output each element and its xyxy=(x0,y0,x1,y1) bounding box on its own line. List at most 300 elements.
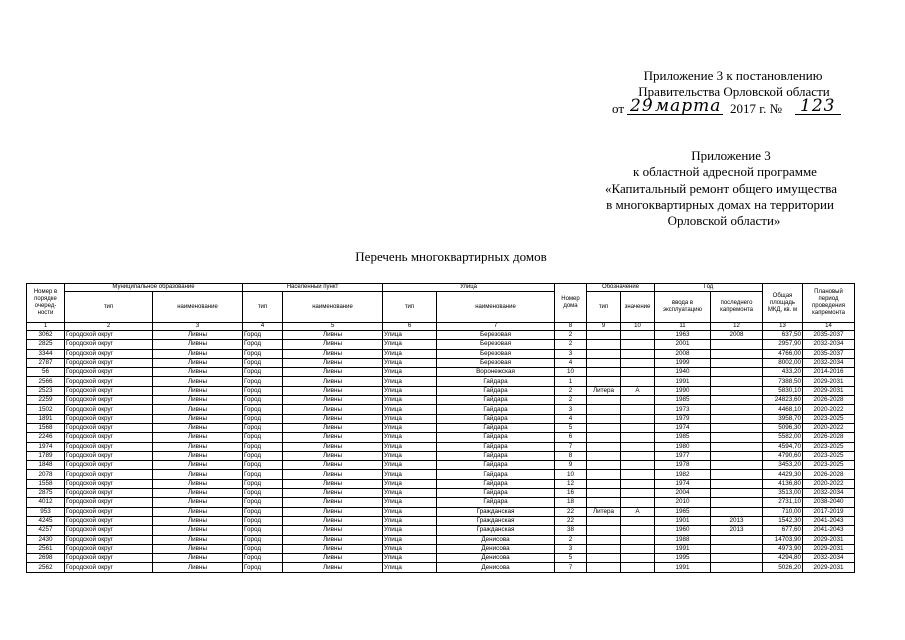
cell-designation-value xyxy=(621,368,655,377)
cell-designation-value xyxy=(621,554,655,563)
header-area: Общая площадь МКД, кв. м xyxy=(763,284,803,323)
cell-municipal-name: Ливны xyxy=(153,340,243,349)
cell-designation-value xyxy=(621,479,655,488)
cell-period: 2029-2031 xyxy=(803,535,855,544)
cell-designation-type xyxy=(587,516,621,525)
cell-house-no: 5 xyxy=(555,554,587,563)
program-line-4: в многоквартирных домах на территории xyxy=(606,197,834,212)
cell-settlement-type: Город xyxy=(243,405,283,414)
cell-area: 4790,60 xyxy=(763,451,803,460)
cell-year-last-repair xyxy=(711,507,763,516)
cell-designation-value xyxy=(621,423,655,432)
table-row xyxy=(27,507,855,516)
cell-year-last-repair xyxy=(711,470,763,479)
cell-settlement-name: Ливны xyxy=(283,554,383,563)
table-row xyxy=(27,368,855,377)
cell-year-last-repair xyxy=(711,405,763,414)
cell-street-name: Гайдара xyxy=(437,396,555,405)
cell-designation-type xyxy=(587,377,621,386)
cell-settlement-name: Ливны xyxy=(283,414,383,423)
cell-street-name: Гайдара xyxy=(437,489,555,498)
cell-year-commissioned: 1978 xyxy=(655,461,711,470)
cell-period: 2029-2031 xyxy=(803,563,855,572)
column-number: 11 xyxy=(655,323,711,331)
date-month-handwritten: марта xyxy=(655,96,722,116)
cell-settlement-type: Город xyxy=(243,451,283,460)
cell-settlement-name: Ливны xyxy=(283,479,383,488)
cell-settlement-type: Город xyxy=(243,461,283,470)
header-designation-type: тип xyxy=(587,292,621,323)
cell-year-last-repair xyxy=(711,433,763,442)
cell-street-type: Улица xyxy=(383,535,437,544)
cell-street-name: Гайдара xyxy=(437,423,555,432)
cell-house-no: 8 xyxy=(555,451,587,460)
cell-street-name: Березовая xyxy=(437,340,555,349)
header-street-type: тип xyxy=(383,292,437,323)
table-row xyxy=(27,405,855,414)
header-settlement-type: тип xyxy=(243,292,283,323)
cell-designation-value xyxy=(621,377,655,386)
cell-designation-type xyxy=(587,405,621,414)
table-row xyxy=(27,498,855,507)
cell-year-commissioned: 1985 xyxy=(655,396,711,405)
cell-municipal-name: Ливны xyxy=(153,414,243,423)
cell-settlement-type: Город xyxy=(243,507,283,516)
cell-settlement-name: Ливны xyxy=(283,423,383,432)
cell-street-name: Воронежская xyxy=(437,368,555,377)
cell-street-name: Гайдара xyxy=(437,451,555,460)
cell-designation-value: А xyxy=(621,507,655,516)
cell-house-no: 38 xyxy=(555,526,587,535)
cell-period: 2017-2019 xyxy=(803,507,855,516)
cell-period: 2035-2037 xyxy=(803,349,855,358)
table-row xyxy=(27,442,855,451)
cell-settlement-name: Ливны xyxy=(283,507,383,516)
cell-year-last-repair xyxy=(711,498,763,507)
cell-year-commissioned: 1973 xyxy=(655,405,711,414)
cell-municipal-name: Ливны xyxy=(153,405,243,414)
cell-designation-type xyxy=(587,479,621,488)
cell-street-name: Гражданская xyxy=(437,507,555,516)
cell-street-name: Гайдара xyxy=(437,377,555,386)
cell-street-type: Улица xyxy=(383,358,437,367)
cell-municipal-type: Городской округ xyxy=(65,386,153,395)
cell-house-no: 5 xyxy=(555,423,587,432)
table-row xyxy=(27,414,855,423)
table-row xyxy=(27,377,855,386)
cell-settlement-type: Город xyxy=(243,414,283,423)
cell-designation-type xyxy=(587,423,621,432)
cell-designation-value xyxy=(621,526,655,535)
cell-street-type: Улица xyxy=(383,442,437,451)
cell-area: 5582,00 xyxy=(763,433,803,442)
cell-year-last-repair xyxy=(711,479,763,488)
cell-queue-no: 1974 xyxy=(27,442,65,451)
cell-street-type: Улица xyxy=(383,433,437,442)
cell-municipal-type: Городской округ xyxy=(65,470,153,479)
header-designation: Обозначение xyxy=(587,284,655,292)
cell-municipal-name: Ливны xyxy=(153,433,243,442)
cell-house-no: 2 xyxy=(555,396,587,405)
table-row xyxy=(27,386,855,395)
cell-designation-value xyxy=(621,516,655,525)
date-number-handwritten: 123 xyxy=(800,96,836,116)
cell-street-name: Денисова xyxy=(437,544,555,553)
cell-street-type: Улица xyxy=(383,331,437,340)
cell-period: 2020-2022 xyxy=(803,479,855,488)
cell-area: 3513,00 xyxy=(763,489,803,498)
cell-street-type: Улица xyxy=(383,451,437,460)
cell-year-last-repair xyxy=(711,451,763,460)
cell-year-last-repair xyxy=(711,368,763,377)
cell-settlement-type: Город xyxy=(243,368,283,377)
cell-settlement-name: Ливны xyxy=(283,340,383,349)
column-number: 2 xyxy=(65,323,153,331)
cell-year-last-repair xyxy=(711,554,763,563)
cell-house-no: 12 xyxy=(555,479,587,488)
cell-house-no: 1 xyxy=(555,377,587,386)
cell-year-commissioned: 1980 xyxy=(655,442,711,451)
cell-municipal-type: Городской округ xyxy=(65,451,153,460)
cell-designation-type xyxy=(587,396,621,405)
cell-street-name: Гайдара xyxy=(437,405,555,414)
column-number: 7 xyxy=(437,323,555,331)
cell-street-name: Гражданская xyxy=(437,526,555,535)
cell-designation-type xyxy=(587,470,621,479)
cell-period: 2026-2028 xyxy=(803,433,855,442)
cell-street-name: Гайдара xyxy=(437,461,555,470)
cell-queue-no: 1848 xyxy=(27,461,65,470)
cell-settlement-type: Город xyxy=(243,396,283,405)
cell-area: 710,00 xyxy=(763,507,803,516)
cell-area: 4136,80 xyxy=(763,479,803,488)
cell-house-no: 22 xyxy=(555,507,587,516)
cell-house-no: 2 xyxy=(555,386,587,395)
column-number: 12 xyxy=(711,323,763,331)
header-year: Год xyxy=(655,284,763,292)
cell-municipal-type: Городской округ xyxy=(65,414,153,423)
cell-municipal-type: Городской округ xyxy=(65,498,153,507)
cell-year-commissioned: 1985 xyxy=(655,433,711,442)
cell-designation-type xyxy=(587,331,621,340)
header-year-last-repair: последнего капремонта xyxy=(711,292,763,323)
cell-municipal-name: Ливны xyxy=(153,331,243,340)
cell-settlement-name: Ливны xyxy=(283,358,383,367)
cell-municipal-type: Городской округ xyxy=(65,396,153,405)
cell-street-type: Улица xyxy=(383,544,437,553)
cell-street-name: Березовая xyxy=(437,349,555,358)
cell-year-commissioned: 1963 xyxy=(655,331,711,340)
cell-house-no: 3 xyxy=(555,544,587,553)
cell-designation-value xyxy=(621,498,655,507)
cell-designation-type xyxy=(587,526,621,535)
cell-municipal-type: Городской округ xyxy=(65,461,153,470)
cell-designation-value xyxy=(621,349,655,358)
cell-settlement-type: Город xyxy=(243,386,283,395)
cell-settlement-name: Ливны xyxy=(283,516,383,525)
table-row xyxy=(27,489,855,498)
cell-year-last-repair xyxy=(711,377,763,386)
cell-settlement-name: Ливны xyxy=(283,405,383,414)
cell-queue-no: 2566 xyxy=(27,377,65,386)
cell-settlement-type: Город xyxy=(243,442,283,451)
cell-municipal-type: Городской округ xyxy=(65,516,153,525)
cell-street-name: Гайдара xyxy=(437,433,555,442)
cell-settlement-name: Ливны xyxy=(283,563,383,572)
cell-area: 4294,80 xyxy=(763,554,803,563)
cell-period: 2023-2025 xyxy=(803,442,855,451)
cell-designation-type xyxy=(587,451,621,460)
cell-street-type: Улица xyxy=(383,507,437,516)
cell-year-commissioned: 1974 xyxy=(655,479,711,488)
header-municipal-name: наименование xyxy=(153,292,243,323)
cell-municipal-name: Ливны xyxy=(153,442,243,451)
cell-designation-type xyxy=(587,433,621,442)
cell-municipal-type: Городской округ xyxy=(65,544,153,553)
table-row xyxy=(27,423,855,432)
cell-municipal-name: Ливны xyxy=(153,396,243,405)
cell-designation-value xyxy=(621,405,655,414)
cell-queue-no: 1502 xyxy=(27,405,65,414)
cell-street-name: Денисова xyxy=(437,563,555,572)
column-number-row xyxy=(27,323,855,331)
cell-street-type: Улица xyxy=(383,377,437,386)
cell-year-last-repair xyxy=(711,358,763,367)
header-street: Улица xyxy=(383,284,555,292)
cell-year-commissioned: 1990 xyxy=(655,386,711,395)
cell-municipal-type: Городской округ xyxy=(65,433,153,442)
cell-designation-value xyxy=(621,433,655,442)
cell-street-name: Гайдара xyxy=(437,498,555,507)
cell-house-no: 6 xyxy=(555,433,587,442)
cell-house-no: 10 xyxy=(555,470,587,479)
cell-settlement-type: Город xyxy=(243,423,283,432)
cell-settlement-type: Город xyxy=(243,470,283,479)
cell-street-type: Улица xyxy=(383,386,437,395)
cell-municipal-name: Ливны xyxy=(153,498,243,507)
cell-area: 4429,30 xyxy=(763,470,803,479)
cell-settlement-type: Город xyxy=(243,433,283,442)
cell-year-commissioned: 1965 xyxy=(655,507,711,516)
cell-queue-no: 56 xyxy=(27,368,65,377)
cell-street-type: Улица xyxy=(383,470,437,479)
column-number: 1 xyxy=(27,323,65,331)
cell-designation-value xyxy=(621,563,655,572)
cell-municipal-type: Городской округ xyxy=(65,535,153,544)
cell-settlement-name: Ливны xyxy=(283,433,383,442)
cell-municipal-name: Ливны xyxy=(153,479,243,488)
cell-designation-value: А xyxy=(621,386,655,395)
cell-municipal-name: Ливны xyxy=(153,507,243,516)
appendix-line-2: Правительства Орловской области xyxy=(638,84,830,99)
cell-settlement-type: Город xyxy=(243,526,283,535)
cell-year-last-repair: 2013 xyxy=(711,526,763,535)
cell-period: 2041-2043 xyxy=(803,516,855,525)
cell-street-type: Улица xyxy=(383,414,437,423)
cell-municipal-name: Ливны xyxy=(153,563,243,572)
table-row xyxy=(27,535,855,544)
cell-designation-type xyxy=(587,442,621,451)
cell-year-last-repair xyxy=(711,414,763,423)
cell-period: 2041-2043 xyxy=(803,526,855,535)
cell-period: 2032-2034 xyxy=(803,340,855,349)
cell-area: 4973,90 xyxy=(763,544,803,553)
cell-municipal-name: Ливны xyxy=(153,451,243,460)
cell-municipal-name: Ливны xyxy=(153,358,243,367)
cell-period: 2029-2031 xyxy=(803,386,855,395)
header-designation-value: значение xyxy=(621,292,655,323)
cell-municipal-type: Городской округ xyxy=(65,349,153,358)
cell-designation-value xyxy=(621,489,655,498)
cell-designation-type xyxy=(587,535,621,544)
cell-settlement-type: Город xyxy=(243,516,283,525)
cell-queue-no: 2698 xyxy=(27,554,65,563)
cell-designation-value xyxy=(621,535,655,544)
cell-house-no: 9 xyxy=(555,461,587,470)
cell-designation-value xyxy=(621,331,655,340)
cell-queue-no: 2259 xyxy=(27,396,65,405)
cell-street-type: Улица xyxy=(383,423,437,432)
cell-settlement-name: Ливны xyxy=(283,396,383,405)
cell-area: 5026,20 xyxy=(763,563,803,572)
cell-street-name: Гайдара xyxy=(437,479,555,488)
cell-house-no: 7 xyxy=(555,442,587,451)
cell-street-type: Улица xyxy=(383,368,437,377)
cell-designation-value xyxy=(621,442,655,451)
cell-area: 677,60 xyxy=(763,526,803,535)
table-row xyxy=(27,396,855,405)
cell-municipal-type: Городской округ xyxy=(65,331,153,340)
cell-settlement-type: Город xyxy=(243,544,283,553)
cell-house-no: 7 xyxy=(555,563,587,572)
column-number: 8 xyxy=(555,323,587,331)
column-number: 10 xyxy=(621,323,655,331)
cell-area: 433,20 xyxy=(763,368,803,377)
cell-area: 4594,70 xyxy=(763,442,803,451)
cell-settlement-name: Ливны xyxy=(283,461,383,470)
cell-settlement-type: Город xyxy=(243,358,283,367)
date-year: 2017 г. № xyxy=(730,101,783,116)
table-row xyxy=(27,554,855,563)
cell-designation-type xyxy=(587,340,621,349)
cell-settlement-name: Ливны xyxy=(283,526,383,535)
table-row xyxy=(27,349,855,358)
table-row xyxy=(27,331,855,340)
cell-queue-no: 1568 xyxy=(27,423,65,432)
cell-municipal-name: Ливны xyxy=(153,526,243,535)
cell-street-name: Гражданская xyxy=(437,516,555,525)
cell-municipal-type: Городской округ xyxy=(65,340,153,349)
cell-year-last-repair xyxy=(711,489,763,498)
cell-settlement-type: Город xyxy=(243,479,283,488)
cell-area: 24823,60 xyxy=(763,396,803,405)
cell-municipal-type: Городской округ xyxy=(65,368,153,377)
cell-settlement-name: Ливны xyxy=(283,498,383,507)
cell-queue-no: 3062 xyxy=(27,331,65,340)
cell-designation-value xyxy=(621,461,655,470)
cell-queue-no: 2562 xyxy=(27,563,65,572)
cell-area: 3453,20 xyxy=(763,461,803,470)
cell-municipal-name: Ливны xyxy=(153,535,243,544)
cell-designation-type xyxy=(587,414,621,423)
cell-municipal-type: Городской округ xyxy=(65,563,153,572)
cell-year-last-repair xyxy=(711,423,763,432)
cell-queue-no: 1891 xyxy=(27,414,65,423)
cell-queue-no: 953 xyxy=(27,507,65,516)
cell-area: 3958,70 xyxy=(763,414,803,423)
cell-year-last-repair xyxy=(711,386,763,395)
cell-municipal-type: Городской округ xyxy=(65,358,153,367)
cell-year-commissioned: 1960 xyxy=(655,526,711,535)
cell-street-name: Денисова xyxy=(437,535,555,544)
cell-period: 2029-2031 xyxy=(803,377,855,386)
cell-area: 4766,00 xyxy=(763,349,803,358)
header-municipal: Муниципальное образование xyxy=(65,284,243,292)
cell-period: 2032-2034 xyxy=(803,489,855,498)
cell-settlement-type: Город xyxy=(243,563,283,572)
cell-designation-value xyxy=(621,340,655,349)
cell-municipal-name: Ливны xyxy=(153,489,243,498)
cell-period: 2038-2040 xyxy=(803,498,855,507)
cell-street-type: Улица xyxy=(383,526,437,535)
table-row xyxy=(27,340,855,349)
program-line-3: «Капитальный ремонт общего имущества xyxy=(604,181,838,196)
cell-street-name: Гайдара xyxy=(437,442,555,451)
cell-area: 4468,10 xyxy=(763,405,803,414)
date-prefix: от xyxy=(612,101,625,116)
cell-municipal-type: Городской округ xyxy=(65,377,153,386)
cell-queue-no: 2787 xyxy=(27,358,65,367)
cell-queue-no: 3344 xyxy=(27,349,65,358)
column-number: 4 xyxy=(243,323,283,331)
cell-municipal-name: Ливны xyxy=(153,377,243,386)
cell-municipal-type: Городской округ xyxy=(65,554,153,563)
table-row xyxy=(27,526,855,535)
column-number: 9 xyxy=(587,323,621,331)
program-line-2: к областной адресной программе xyxy=(633,164,817,179)
cell-house-no: 4 xyxy=(555,358,587,367)
cell-municipal-type: Городской округ xyxy=(65,526,153,535)
cell-municipal-type: Городской округ xyxy=(65,507,153,516)
cell-street-name: Гайдара xyxy=(437,386,555,395)
cell-designation-value xyxy=(621,470,655,479)
cell-settlement-name: Ливны xyxy=(283,331,383,340)
cell-street-type: Улица xyxy=(383,340,437,349)
header-year-commissioned: ввода в эксплуатацию xyxy=(655,292,711,323)
cell-year-commissioned: 1982 xyxy=(655,470,711,479)
cell-house-no: 16 xyxy=(555,489,587,498)
cell-period: 2023-2025 xyxy=(803,414,855,423)
cell-municipal-name: Ливны xyxy=(153,544,243,553)
column-number: 13 xyxy=(763,323,803,331)
cell-municipal-name: Ливны xyxy=(153,554,243,563)
header-settlement-name: наименование xyxy=(283,292,383,323)
cell-queue-no: 2825 xyxy=(27,340,65,349)
cell-settlement-name: Ливны xyxy=(283,451,383,460)
cell-settlement-name: Ливны xyxy=(283,470,383,479)
cell-queue-no: 2561 xyxy=(27,544,65,553)
table-row xyxy=(27,470,855,479)
cell-area: 2731,10 xyxy=(763,498,803,507)
cell-municipal-name: Ливны xyxy=(153,461,243,470)
cell-house-no: 2 xyxy=(555,340,587,349)
cell-settlement-type: Город xyxy=(243,331,283,340)
table-row xyxy=(27,461,855,470)
cell-year-commissioned: 2008 xyxy=(655,349,711,358)
header-settlement: Населенный пункт xyxy=(243,284,383,292)
cell-settlement-name: Ливны xyxy=(283,489,383,498)
cell-year-last-repair xyxy=(711,563,763,572)
